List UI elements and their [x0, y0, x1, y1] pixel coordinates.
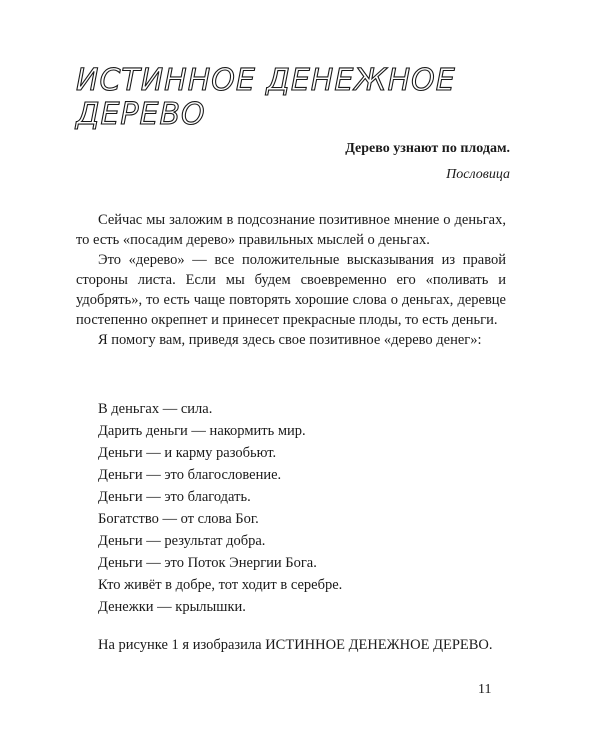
saying-item: Денежки — крылышки.: [98, 599, 246, 615]
paragraph: Сейчас мы заложим в подсознание позитивное мнение о деньгах, то есть «посадим дерево» правильных мыслей о деньгах.: [76, 212, 506, 248]
epigraph-source: Пословица: [446, 167, 510, 182]
saying-item: В деньгах — сила.: [98, 401, 213, 417]
saying-item: Дарить деньги — накормить мир.: [98, 423, 306, 439]
saying-item: Кто живёт в добре, тот ходит в серебре.: [98, 577, 343, 593]
saying-item: Деньги — это благословение.: [98, 467, 282, 483]
saying-item: Богатство — от слова Бог.: [98, 511, 259, 527]
saying-item: Деньги — это Поток Энергии Бога.: [98, 555, 317, 571]
body-text: [76, 210, 506, 350]
sayings-list: [98, 398, 342, 618]
paragraph: Я помогу вам, приведя здесь свое позитивное «дерево денег»:: [98, 332, 482, 348]
saying-item: Деньги — и карму разобьют.: [98, 445, 277, 461]
epigraph: [345, 136, 510, 188]
closing-paragraph: На рисунке 1 я изобразила ИСТИННОЕ ДЕНЕЖНОЕ ДЕРЕВО.: [98, 636, 493, 653]
chapter-title: ИСТИННОЕ ДЕНЕЖНОЕ ДЕРЕВО: [76, 63, 456, 132]
saying-item: Деньги — результат добра.: [98, 533, 266, 549]
paragraph: Это «дерево» — все положительные высказывания из правой стороны листа. Если мы будем своевременно его «поливать и удобрять», то есть чаще повторять хорошие слова о деньгах, деревце постепенно окрепнет и принесет прекрасные плоды, то есть деньги.: [76, 252, 506, 328]
page-number: 11: [478, 682, 492, 697]
epigraph-quote: Дерево узнают по плодам.: [345, 141, 510, 156]
saying-item: Деньги — это благодать.: [98, 489, 251, 505]
